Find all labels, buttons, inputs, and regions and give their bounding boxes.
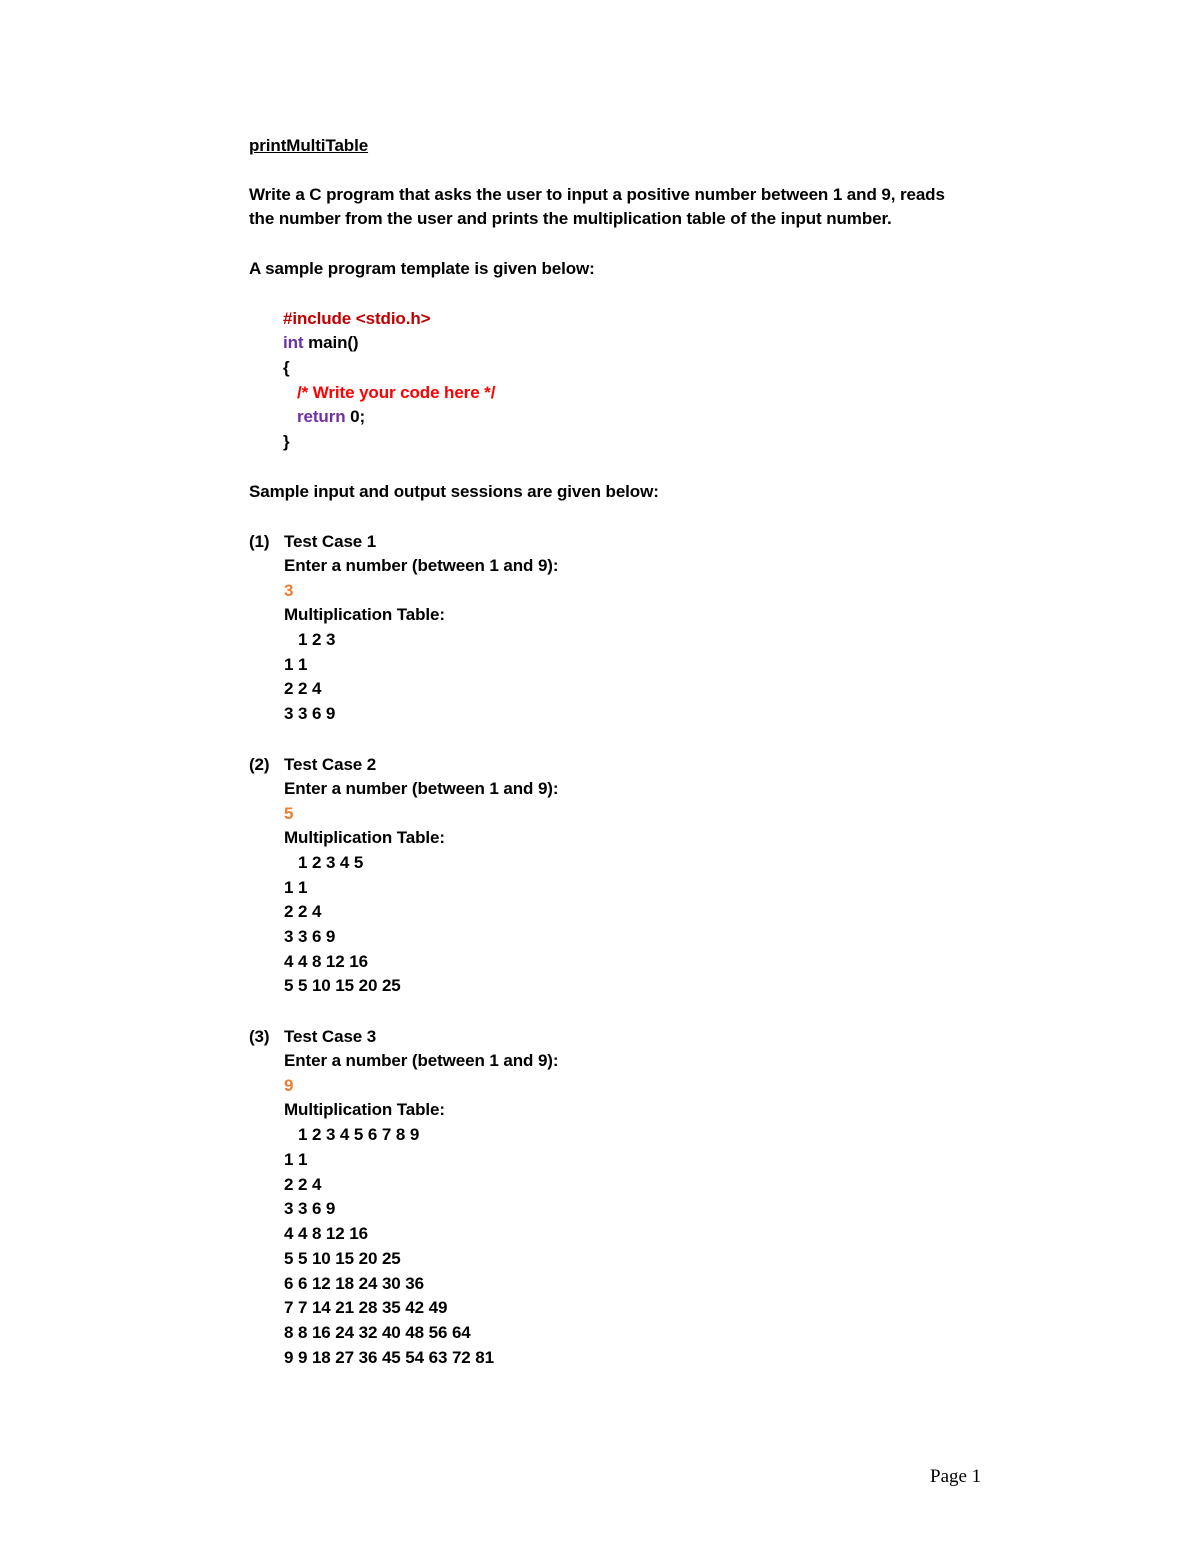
test-case-2-input: 5 (284, 804, 294, 823)
test-case-2-table-header: 1 2 3 4 5 (298, 853, 364, 872)
test-case-2-table-label: Multiplication Table: (284, 828, 445, 847)
test-case-2-title: Test Case 2 (284, 755, 377, 774)
test-case-3-number: (3) (249, 1027, 270, 1046)
test-case-3-input: 9 (284, 1076, 294, 1095)
test-case-3-row-3: 3 3 6 9 (284, 1199, 336, 1218)
test-case-3-row-4: 4 4 8 12 16 (284, 1224, 368, 1243)
test-case-2-prompt: Enter a number (between 1 and 9): (284, 779, 559, 798)
test-case-1-row-2: 2 2 4 (284, 679, 322, 698)
intro-line-2: the number from the user and prints the multiplication table of the input number. (249, 209, 892, 228)
code-open-brace: { (283, 358, 290, 377)
test-case-1-table-header: 1 2 3 (298, 630, 336, 649)
test-case-2-row-3: 3 3 6 9 (284, 927, 336, 946)
test-case-3-row-2: 2 2 4 (284, 1175, 322, 1194)
code-close-brace: } (283, 432, 290, 451)
test-case-1-title: Test Case 1 (284, 532, 377, 551)
intro-line-1: Write a C program that asks the user to input a positive number between 1 and 9, reads (249, 185, 945, 204)
code-return-keyword: return (297, 407, 346, 426)
test-case-3-table-header: 1 2 3 4 5 6 7 8 9 (298, 1125, 420, 1144)
test-case-1-prompt: Enter a number (between 1 and 9): (284, 556, 559, 575)
test-case-3-prompt: Enter a number (between 1 and 9): (284, 1051, 559, 1070)
code-comment-line: /* Write your code here */ (297, 383, 496, 402)
test-case-1-row-1: 1 1 (284, 655, 308, 674)
test-case-1-row-3: 3 3 6 9 (284, 704, 336, 723)
test-case-3-row-8: 8 8 16 24 32 40 48 56 64 (284, 1323, 471, 1342)
sessions-heading: Sample input and output sessions are given below: (249, 482, 659, 501)
code-return-text: 0; (345, 407, 366, 426)
test-case-2-number: (2) (249, 755, 270, 774)
test-case-3-table-label: Multiplication Table: (284, 1100, 445, 1119)
test-case-3-title: Test Case 3 (284, 1027, 377, 1046)
test-case-2-row-2: 2 2 4 (284, 902, 322, 921)
test-case-3-row-7: 7 7 14 21 28 35 42 49 (284, 1298, 448, 1317)
test-case-1-table-label: Multiplication Table: (284, 605, 445, 624)
code-main-line (283, 332, 359, 354)
code-return-line (297, 406, 365, 428)
test-case-3-row-9: 9 9 18 27 36 45 54 63 72 81 (284, 1348, 494, 1367)
test-case-2-row-1: 1 1 (284, 878, 308, 897)
code-main-text: main() (303, 333, 359, 352)
page-title: printMultiTable (249, 136, 369, 155)
test-case-2-row-5: 5 5 10 15 20 25 (284, 976, 401, 995)
template-heading: A sample program template is given below: (249, 259, 595, 278)
test-case-2-row-4: 4 4 8 12 16 (284, 952, 368, 971)
test-case-1-input: 3 (284, 581, 294, 600)
test-case-3-row-5: 5 5 10 15 20 25 (284, 1249, 401, 1268)
test-case-3-row-1: 1 1 (284, 1150, 308, 1169)
test-case-3-row-6: 6 6 12 18 24 30 36 (284, 1274, 424, 1293)
code-include-line: #include <stdio.h> (283, 309, 431, 328)
code-int-keyword: int (283, 333, 304, 352)
page-number: Page 1 (930, 1466, 982, 1487)
test-case-1-number: (1) (249, 532, 270, 551)
